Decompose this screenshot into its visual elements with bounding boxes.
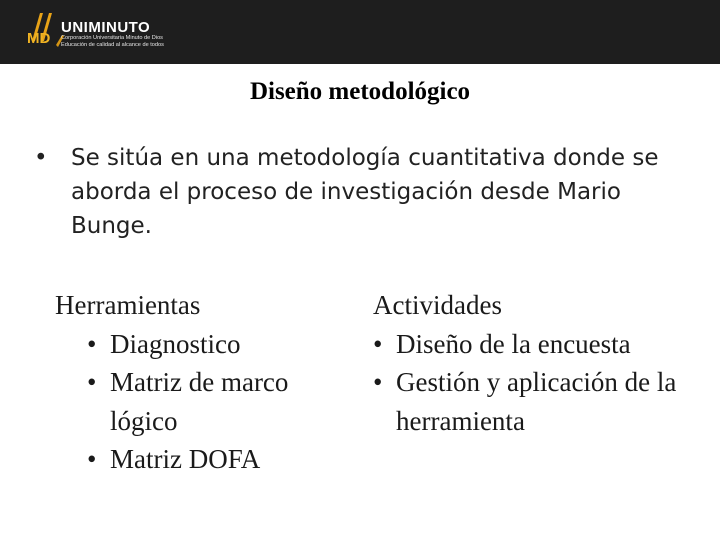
activities-item-text: Gestión y aplicación de la herramienta	[396, 367, 677, 436]
tools-column	[55, 286, 355, 479]
tools-item-text: Matriz de marco lógico	[110, 367, 289, 436]
tools-list	[87, 325, 355, 479]
main-bullet	[34, 141, 694, 243]
tools-item-text: Diagnostico	[110, 328, 241, 359]
logo-name: UNIMINUTO	[61, 19, 151, 36]
bullet-dot: •	[87, 328, 97, 359]
tools-heading: Herramientas	[55, 290, 201, 320]
bullet-dot: •	[373, 328, 383, 359]
bullet-dot: •	[34, 145, 48, 171]
list-item	[373, 325, 713, 364]
header-bar	[0, 0, 720, 64]
uniminuto-logo	[26, 11, 246, 55]
logo-subtitle-1: Corporación Universitaria Minuto de Dios	[61, 35, 163, 41]
list-item	[87, 363, 355, 440]
monogram-text: MD	[27, 30, 51, 47]
activities-heading: Actividades	[373, 290, 502, 320]
list-item	[373, 363, 713, 440]
bullet-dot: •	[87, 444, 97, 474]
activities-item-text: Diseño de la encuesta	[396, 328, 631, 359]
main-bullet-text: Se sitúa en una metodología cuantitativa donde se aborda el proceso de investigación desde Mario Bunge.	[71, 145, 659, 239]
tools-item-text: Matriz DOFA	[110, 444, 261, 474]
bullet-dot: •	[87, 367, 97, 397]
logo-subtitle-2: Educación de calidad al alcance de todos	[61, 42, 164, 48]
list-item	[87, 440, 355, 479]
activities-column	[373, 286, 713, 440]
activities-list	[373, 325, 713, 441]
md-monogram-icon	[26, 11, 66, 55]
list-item	[87, 325, 355, 364]
slide-title: Diseño metodológico	[249, 78, 471, 105]
bullet-dot: •	[373, 367, 383, 397]
